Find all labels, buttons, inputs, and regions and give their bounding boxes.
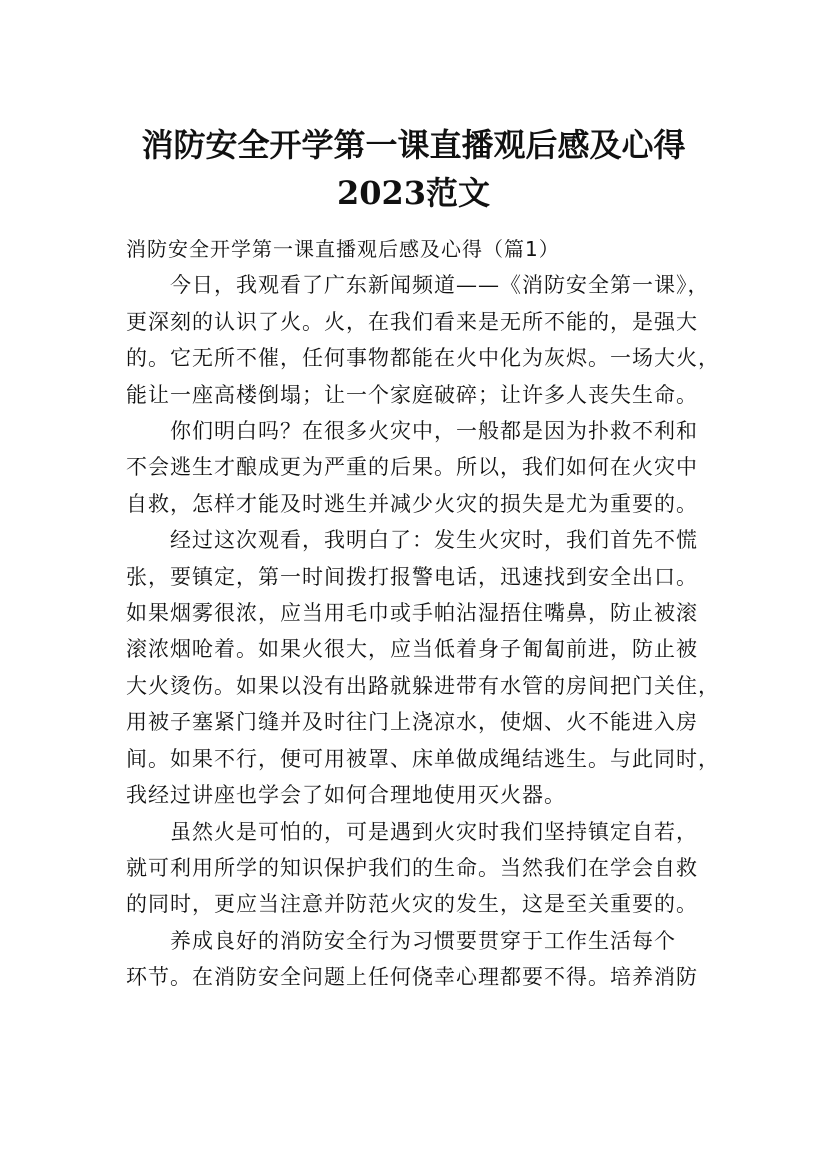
document-body — [126, 231, 720, 996]
paragraph-line: 间。如果不行，便可用被罩、床单做成绳结逃生。与此同时， — [126, 746, 720, 771]
paragraph-2 — [126, 413, 714, 522]
paragraph-line: 养成良好的消防安全行为习惯要贯穿于工作生活每个 — [170, 928, 676, 953]
title-line: 消防安全开学第一课直播观后感及心得 — [141, 126, 686, 165]
paragraph-3 — [126, 522, 720, 813]
section-title: 消防安全开学第一课直播观后感及心得（篇1） — [126, 237, 560, 261]
document-title — [100, 121, 727, 217]
paragraph-line: 就可利用所学的知识保护我们的生命。当然我们在学会自救 — [126, 855, 698, 880]
paragraph-line: 我经过讲座也学会了如何合理地使用灭火器。 — [126, 783, 566, 808]
paragraph-line: 虽然火是可怕的，可是遇到火灾时我们坚持镇定自若， — [170, 819, 698, 844]
paragraph-line: 更深刻的认识了火。火，在我们看来是无所不能的，是强大 — [126, 309, 698, 334]
paragraph-line: 如果烟雾很浓，应当用毛巾或手帕沾湿捂住嘴鼻，防止被滚 — [126, 601, 698, 626]
paragraph-line: 的。它无所不催，任何事物都能在火中化为灰烬。一场大火， — [126, 346, 720, 371]
paragraph-line: 张，要镇定，第一时间拨打报警电话，迅速找到安全出口。 — [126, 564, 698, 589]
paragraph-line: 大火烫伤。如果以没有出路就躲进带有水管的房间把门关住， — [126, 673, 720, 698]
paragraph-line: 你们明白吗？在很多火灾中，一般都是因为扑救不利和 — [170, 419, 698, 444]
paragraph-line: 用被子塞紧门缝并及时往门上浇凉水，使烟、火不能进入房 — [126, 710, 698, 735]
paragraph-line: 能让一座高楼倒塌；让一个家庭破碎；让许多人丧失生命。 — [126, 382, 698, 407]
paragraph-line: 今日，我观看了广东新闻频道——《消防安全第一课》， — [170, 273, 710, 298]
paragraph-line: 不会逃生才酿成更为严重的后果。所以，我们如何在火灾中 — [126, 455, 698, 480]
paragraph-line: 的同时，更应当注意并防范火灾的发生，这是至关重要的。 — [126, 892, 698, 917]
paragraph-line: 经过这次观看，我明白了：发生火灾时，我们首先不慌 — [170, 528, 698, 553]
paragraph-line: 滚浓烟呛着。如果火很大，应当低着身子匍匐前进，防止被 — [126, 637, 698, 662]
paragraph-1 — [126, 267, 720, 413]
title-line: 2023范文 — [336, 174, 491, 213]
paragraph-4 — [126, 814, 714, 923]
paragraph-line: 自救，怎样才能及时逃生并减少火灾的损失是尤为重要的。 — [126, 491, 698, 516]
paragraph-line: 环节。在消防安全问题上任何侥幸心理都要不得。培养消防 — [126, 965, 698, 990]
paragraph-5 — [126, 923, 714, 996]
